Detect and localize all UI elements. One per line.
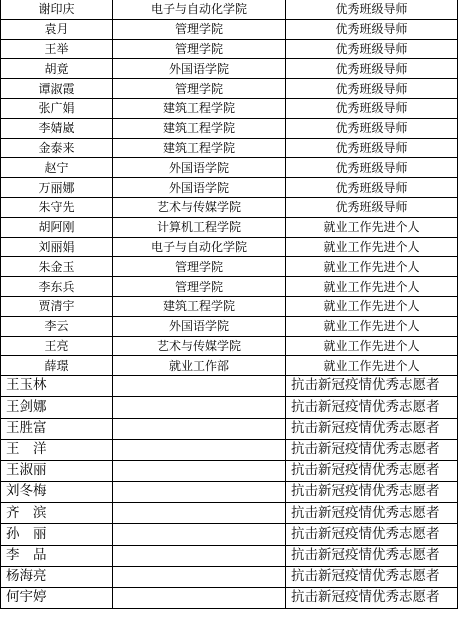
award-cell: 优秀班级导师 <box>286 98 458 118</box>
department-cell: 就业工作部 <box>113 356 286 376</box>
table-row <box>1 376 458 397</box>
name-cell: 金泰来 <box>1 138 113 158</box>
award-cell: 就业工作先进个人 <box>286 217 458 237</box>
award-cell: 就业工作先进个人 <box>286 277 458 297</box>
department-cell: 管理学院 <box>113 257 286 277</box>
table-row <box>1 19 458 39</box>
name-cell: 万丽娜 <box>1 178 113 198</box>
table-row <box>1 79 458 99</box>
table-row <box>1 482 458 503</box>
award-cell: 就业工作先进个人 <box>286 356 458 376</box>
award-cell: 抗击新冠疫情优秀志愿者 <box>286 460 458 481</box>
department-cell: 管理学院 <box>113 39 286 59</box>
department-cell: 管理学院 <box>113 19 286 39</box>
name-cell: 袁月 <box>1 19 113 39</box>
name-cell: 刘冬梅 <box>1 482 113 503</box>
department-cell <box>113 545 286 566</box>
award-cell: 优秀班级导师 <box>286 0 458 19</box>
name-cell: 王玉林 <box>1 376 113 397</box>
table-row <box>1 98 458 118</box>
name-cell: 王胜富 <box>1 418 113 439</box>
table-row <box>1 397 458 418</box>
table-row <box>1 418 458 439</box>
department-cell: 艺术与传媒学院 <box>113 336 286 356</box>
name-cell: 杨海亮 <box>1 566 113 587</box>
table-row <box>1 356 458 376</box>
table-row <box>1 257 458 277</box>
table-row <box>1 588 458 609</box>
name-cell: 王亮 <box>1 336 113 356</box>
table-row <box>1 197 458 217</box>
name-cell: 齐 滨 <box>1 503 113 524</box>
table-row <box>1 524 458 545</box>
table-row <box>1 217 458 237</box>
table-row <box>1 277 458 297</box>
department-cell: 电子与自动化学院 <box>113 0 286 19</box>
table-row <box>1 39 458 59</box>
department-cell: 建筑工程学院 <box>113 98 286 118</box>
table-row <box>1 0 458 19</box>
award-cell: 优秀班级导师 <box>286 158 458 178</box>
table-row <box>1 439 458 460</box>
department-cell <box>113 482 286 503</box>
department-cell: 管理学院 <box>113 277 286 297</box>
name-cell: 朱守先 <box>1 197 113 217</box>
table-row <box>1 237 458 257</box>
name-cell: 李东兵 <box>1 277 113 297</box>
department-cell <box>113 503 286 524</box>
award-cell: 抗击新冠疫情优秀志愿者 <box>286 566 458 587</box>
award-cell: 优秀班级导师 <box>286 197 458 217</box>
name-cell: 张广娟 <box>1 98 113 118</box>
award-cell: 优秀班级导师 <box>286 39 458 59</box>
name-cell: 刘丽娟 <box>1 237 113 257</box>
award-cell: 抗击新冠疫情优秀志愿者 <box>286 439 458 460</box>
name-cell: 李婧崴 <box>1 118 113 138</box>
table-row <box>1 460 458 481</box>
department-cell: 外国语学院 <box>113 158 286 178</box>
table-row <box>1 545 458 566</box>
department-cell: 艺术与传媒学院 <box>113 197 286 217</box>
award-cell: 抗击新冠疫情优秀志愿者 <box>286 588 458 609</box>
department-cell: 建筑工程学院 <box>113 296 286 316</box>
award-cell: 抗击新冠疫情优秀志愿者 <box>286 418 458 439</box>
award-cell: 优秀班级导师 <box>286 138 458 158</box>
award-cell: 抗击新冠疫情优秀志愿者 <box>286 545 458 566</box>
name-cell: 王剑娜 <box>1 397 113 418</box>
table-row <box>1 296 458 316</box>
award-cell: 抗击新冠疫情优秀志愿者 <box>286 482 458 503</box>
department-cell <box>113 460 286 481</box>
award-cell: 抗击新冠疫情优秀志愿者 <box>286 524 458 545</box>
award-cell: 抗击新冠疫情优秀志愿者 <box>286 397 458 418</box>
table-row <box>1 503 458 524</box>
name-cell: 赵宁 <box>1 158 113 178</box>
award-cell: 抗击新冠疫情优秀志愿者 <box>286 503 458 524</box>
table-row <box>1 178 458 198</box>
name-cell: 胡竟 <box>1 59 113 79</box>
award-cell: 就业工作先进个人 <box>286 336 458 356</box>
award-cell: 优秀班级导师 <box>286 19 458 39</box>
award-cell: 优秀班级导师 <box>286 178 458 198</box>
name-cell: 李 品 <box>1 545 113 566</box>
name-cell: 王 洋 <box>1 439 113 460</box>
award-cell: 就业工作先进个人 <box>286 237 458 257</box>
table-row <box>1 59 458 79</box>
award-cell: 就业工作先进个人 <box>286 316 458 336</box>
award-cell: 就业工作先进个人 <box>286 257 458 277</box>
name-cell: 薛璟 <box>1 356 113 376</box>
department-cell: 外国语学院 <box>113 316 286 336</box>
name-cell: 孙 丽 <box>1 524 113 545</box>
department-cell <box>113 566 286 587</box>
department-cell: 计算机工程学院 <box>113 217 286 237</box>
table-body <box>1 0 458 609</box>
name-cell: 何宇婷 <box>1 588 113 609</box>
award-cell: 优秀班级导师 <box>286 59 458 79</box>
table-row <box>1 336 458 356</box>
table-row <box>1 158 458 178</box>
award-cell: 优秀班级导师 <box>286 79 458 99</box>
department-cell <box>113 439 286 460</box>
name-cell: 谭淑霞 <box>1 79 113 99</box>
name-cell: 胡阿刚 <box>1 217 113 237</box>
table-row <box>1 316 458 336</box>
department-cell: 建筑工程学院 <box>113 118 286 138</box>
department-cell: 建筑工程学院 <box>113 138 286 158</box>
table-row <box>1 566 458 587</box>
name-cell: 谢印庆 <box>1 0 113 19</box>
department-cell <box>113 524 286 545</box>
name-cell: 朱金玉 <box>1 257 113 277</box>
name-cell: 王淑丽 <box>1 460 113 481</box>
award-cell: 抗击新冠疫情优秀志愿者 <box>286 376 458 397</box>
table-row <box>1 138 458 158</box>
department-cell: 管理学院 <box>113 79 286 99</box>
department-cell <box>113 397 286 418</box>
department-cell <box>113 418 286 439</box>
award-cell: 就业工作先进个人 <box>286 296 458 316</box>
department-cell: 外国语学院 <box>113 178 286 198</box>
name-cell: 李云 <box>1 316 113 336</box>
department-cell: 电子与自动化学院 <box>113 237 286 257</box>
name-cell: 王举 <box>1 39 113 59</box>
department-cell <box>113 376 286 397</box>
department-cell <box>113 588 286 609</box>
award-cell: 优秀班级导师 <box>286 118 458 138</box>
name-cell: 贾清宇 <box>1 296 113 316</box>
department-cell: 外国语学院 <box>113 59 286 79</box>
table-row <box>1 118 458 138</box>
